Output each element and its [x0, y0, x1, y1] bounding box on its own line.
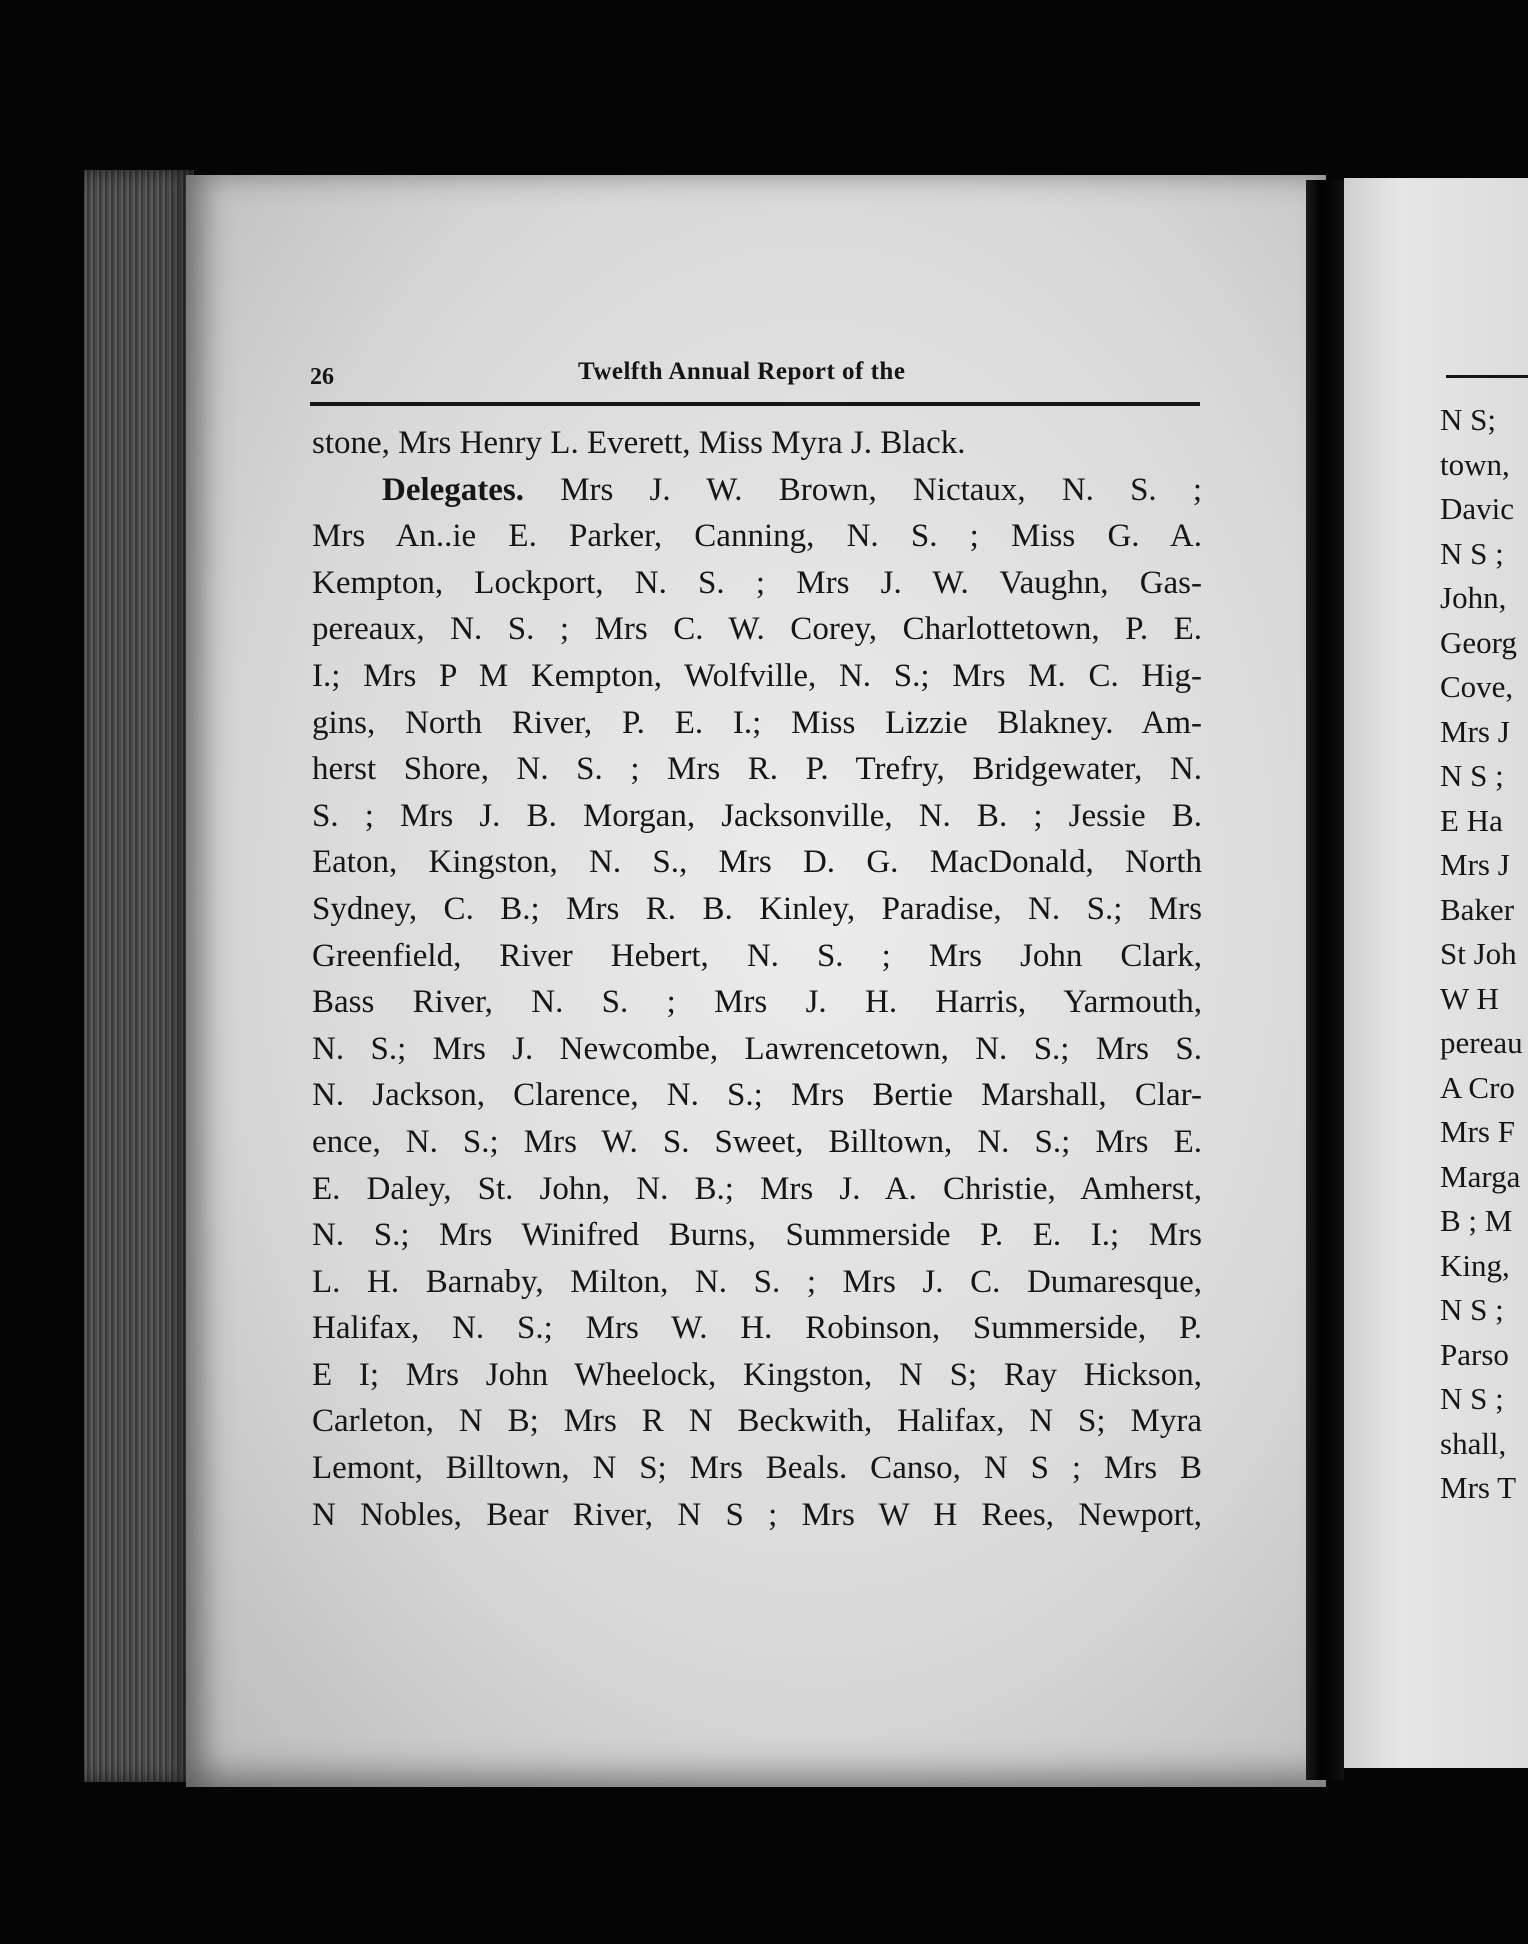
page-number: 26	[310, 364, 334, 390]
text-line: I.; Mrs P M Kempton, Wolfville, N. S.; Mrs M. C. Hig-	[312, 657, 1202, 694]
section-label: Delegates.	[382, 471, 525, 508]
text-line: Greenfield, River Hebert, N. S. ; Mrs John Clark,	[312, 937, 1202, 974]
text-line: ence, N. S.; Mrs W. S. Sweet, Billtown, N. S.; Mrs E.	[312, 1123, 1202, 1160]
text-line: Mrs An..ie E. Parker, Canning, N. S. ; Miss G. A.	[312, 518, 1202, 555]
text-line: herst Shore, N. S. ; Mrs R. P. Trefry, Bridgewater, N.	[312, 751, 1202, 788]
text-line: stone, Mrs Henry L. Everett, Miss Myra J. Black.	[312, 425, 966, 461]
text-line: E I; Mrs John Wheelock, Kingston, N S; Ray Hickson,	[312, 1356, 1202, 1393]
text-line: pereaux, N. S. ; Mrs C. W. Corey, Charlottetown, P. E.	[312, 611, 1202, 648]
facing-line: N S ;	[1440, 1292, 1504, 1327]
text-line: N. Jackson, Clarence, N. S.; Mrs Bertie Marshall, Clar-	[312, 1077, 1202, 1114]
text-line: Carleton, N B; Mrs R N Beckwith, Halifax, N S; Myra	[312, 1403, 1202, 1440]
text-line: Bass River, N. S. ; Mrs J. H. Harris, Yarmouth,	[312, 984, 1202, 1021]
text-line: Halifax, N. S.; Mrs W. H. Robinson, Summerside, P.	[312, 1310, 1202, 1347]
text-line: Sydney, C. B.; Mrs R. B. Kinley, Paradise, N. S.; Mrs	[312, 890, 1202, 927]
text-line: L. H. Barnaby, Milton, N. S. ; Mrs J. C. Dumaresque,	[312, 1263, 1202, 1300]
facing-line: N S ;	[1440, 535, 1504, 571]
facing-line: pereau	[1440, 1025, 1523, 1060]
facing-line: A Cro	[1440, 1069, 1515, 1105]
running-header	[310, 352, 1200, 406]
book-page-edges	[84, 170, 194, 1782]
facing-line: Georg	[1440, 624, 1517, 660]
facing-line: King,	[1440, 1247, 1510, 1283]
text-line-rest: Mrs J. W. Brown, Nictaux, N. S. ;	[560, 471, 1203, 508]
book-gutter	[1306, 180, 1344, 1780]
facing-line: W H	[1440, 980, 1499, 1016]
text-line: E. Daley, St. John, N. B.; Mrs J. A. Christie, Amherst,	[312, 1170, 1202, 1207]
facing-line: John,	[1440, 580, 1507, 615]
facing-line: B ; M	[1440, 1203, 1513, 1238]
facing-line: E Ha	[1440, 802, 1503, 838]
text-line: N Nobles, Bear River, N S ; Mrs W H Rees, Newport,	[312, 1496, 1202, 1533]
facing-line: Davic	[1440, 491, 1515, 526]
facing-page-text	[1440, 398, 1528, 1511]
facing-line: shall,	[1440, 1425, 1507, 1461]
delegates-paragraph	[312, 420, 1202, 1538]
text-line: Eaton, Kingston, N. S., Mrs D. G. MacDonald, North	[312, 844, 1202, 881]
facing-page-rule	[1446, 375, 1528, 378]
text-line: gins, North River, P. E. I.; Miss Lizzie Blakney. Am-	[312, 704, 1202, 741]
text-line	[312, 467, 1202, 514]
facing-line: Mrs J	[1440, 847, 1510, 882]
facing-line: Cove,	[1440, 669, 1514, 704]
facing-line: N S;	[1440, 402, 1496, 437]
facing-line: Marga	[1440, 1158, 1521, 1194]
facing-line: Baker	[1440, 891, 1515, 927]
facing-line: Mrs J	[1440, 713, 1510, 749]
header-title: Twelfth Annual Report of the	[578, 358, 906, 385]
text-line: Kempton, Lockport, N. S. ; Mrs J. W. Vaughn, Gas-	[312, 564, 1202, 601]
facing-line: Mrs T	[1440, 1470, 1517, 1505]
facing-line: N S ;	[1440, 758, 1504, 793]
facing-line: N S ;	[1440, 1381, 1504, 1416]
text-line: Lemont, Billtown, N S; Mrs Beals. Canso, N S ; Mrs B	[312, 1450, 1202, 1487]
facing-line: St Joh	[1440, 936, 1517, 971]
facing-line: Mrs F	[1440, 1114, 1515, 1149]
text-line: N. S.; Mrs J. Newcombe, Lawrencetown, N. S.; Mrs S.	[312, 1030, 1202, 1067]
facing-line: town,	[1440, 446, 1510, 482]
text-line: S. ; Mrs J. B. Morgan, Jacksonville, N. B. ; Jessie B.	[312, 797, 1202, 834]
text-line: N. S.; Mrs Winifred Burns, Summerside P. E. I.; Mrs	[312, 1217, 1202, 1254]
facing-line: Parso	[1440, 1336, 1509, 1372]
